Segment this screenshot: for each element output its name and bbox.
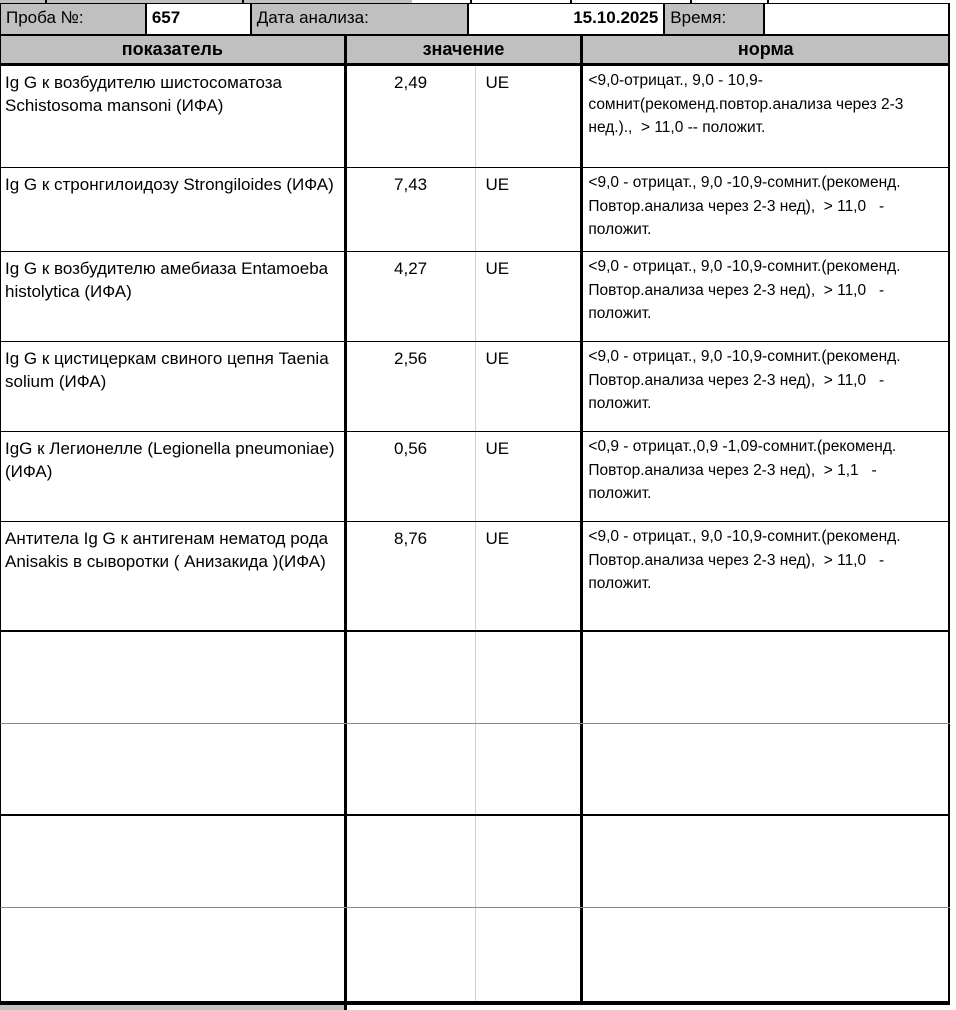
norm-cell[interactable]: <9,0 - отрицат., 9,0 -10,9-сомнит.(рекоменд. Повтор.анализа через 2-3 нед), > 11,0 - положит. bbox=[583, 168, 950, 251]
value-cell[interactable]: 2,49 bbox=[347, 66, 476, 167]
value-cell[interactable] bbox=[347, 724, 476, 814]
norm-cell[interactable] bbox=[583, 632, 950, 723]
norm-cell[interactable] bbox=[583, 908, 950, 1001]
grid-tick bbox=[470, 0, 472, 3]
grid-tick bbox=[45, 0, 47, 3]
empty-table-row[interactable] bbox=[0, 908, 950, 1001]
table-row bbox=[0, 522, 950, 632]
grid-tick bbox=[242, 0, 244, 3]
table-row bbox=[0, 168, 950, 252]
empty-table-row[interactable] bbox=[0, 632, 950, 724]
unit-cell[interactable]: UE bbox=[476, 168, 584, 251]
indicator-cell[interactable] bbox=[1, 908, 347, 1001]
value-cell[interactable]: 2,56 bbox=[347, 342, 476, 431]
table-header-row bbox=[0, 34, 950, 66]
sliver-white-segment bbox=[412, 0, 950, 3]
value-cell[interactable]: 4,27 bbox=[347, 252, 476, 341]
value-cell[interactable] bbox=[347, 816, 476, 907]
value-cell[interactable]: 0,56 bbox=[347, 432, 476, 521]
next-row-sliver bbox=[0, 1005, 956, 1010]
sample-number-value[interactable]: 657 bbox=[147, 4, 252, 34]
col-header-indicator: показатель bbox=[1, 36, 347, 63]
col-header-value: значение bbox=[347, 36, 584, 63]
norm-cell[interactable] bbox=[583, 724, 950, 814]
norm-cell[interactable]: <9,0 - отрицат., 9,0 -10,9-сомнит.(рекоменд. Повтор.анализа через 2-3 нед), > 11,0 - положит. bbox=[583, 522, 950, 630]
unit-cell[interactable]: UE bbox=[476, 522, 584, 630]
unit-cell[interactable] bbox=[476, 632, 584, 723]
norm-cell[interactable]: <9,0-отрицат., 9,0 - 10,9-сомнит(рекоменд.повтор.анализа через 2-3 нед.)., > 11,0 -- положит. bbox=[583, 66, 950, 167]
empty-table-row[interactable] bbox=[0, 816, 950, 908]
grid-tick bbox=[767, 0, 769, 3]
sample-number-label: Проба №: bbox=[1, 4, 147, 34]
grid-tick bbox=[690, 0, 692, 3]
table-row bbox=[0, 66, 950, 168]
table-row bbox=[0, 432, 950, 522]
unit-cell[interactable] bbox=[476, 908, 584, 1001]
indicator-cell[interactable] bbox=[1, 816, 347, 907]
indicator-cell[interactable]: Ig G к возбудителю амебиаза Entamoeba histolytica (ИФА) bbox=[1, 252, 347, 341]
value-cell[interactable]: 8,76 bbox=[347, 522, 476, 630]
indicator-cell[interactable] bbox=[1, 724, 347, 814]
unit-cell[interactable]: UE bbox=[476, 342, 584, 431]
indicator-cell[interactable]: IgG к Легионелле (Legionella pneumoniae) (ИФА) bbox=[1, 432, 347, 521]
norm-cell[interactable]: <9,0 - отрицат., 9,0 -10,9-сомнит.(рекоменд. Повтор.анализа через 2-3 нед), > 11,0 - положит. bbox=[583, 342, 950, 431]
grid-tick bbox=[344, 1005, 347, 1010]
analysis-date-value[interactable]: 15.10.2025 bbox=[469, 4, 666, 34]
grid-tick bbox=[570, 0, 572, 3]
indicator-cell[interactable]: Ig G к стронгилоидозу Strongiloides (ИФА) bbox=[1, 168, 347, 251]
indicator-cell[interactable]: Ig G к цистицеркам свиного цепня Taenia solium (ИФА) bbox=[1, 342, 347, 431]
norm-cell[interactable]: <9,0 - отрицат., 9,0 -10,9-сомнит.(рекоменд. Повтор.анализа через 2-3 нед), > 11,0 - положит. bbox=[583, 252, 950, 341]
unit-cell[interactable] bbox=[476, 816, 584, 907]
analysis-date-label: Дата анализа: bbox=[252, 4, 469, 34]
value-cell[interactable] bbox=[347, 632, 476, 723]
time-label: Время: bbox=[665, 4, 765, 34]
indicator-cell[interactable] bbox=[1, 632, 347, 723]
info-row bbox=[0, 4, 950, 34]
unit-cell[interactable]: UE bbox=[476, 252, 584, 341]
sliver-gray-segment bbox=[0, 1005, 344, 1010]
value-cell[interactable]: 7,43 bbox=[347, 168, 476, 251]
indicator-cell[interactable]: Ig G к возбудителю шистосоматоза Schistosoma mansoni (ИФА) bbox=[1, 66, 347, 167]
unit-cell[interactable]: UE bbox=[476, 432, 584, 521]
table-row bbox=[0, 252, 950, 342]
unit-cell[interactable]: UE bbox=[476, 66, 584, 167]
previous-row-sliver bbox=[0, 0, 950, 4]
indicator-cell[interactable]: Антитела Ig G к антигенам нематод рода Anisakis в сыворотки ( Анизакида )(ИФА) bbox=[1, 522, 347, 630]
empty-table-row[interactable] bbox=[0, 724, 950, 816]
value-cell[interactable] bbox=[347, 908, 476, 1001]
results-rows bbox=[0, 66, 950, 632]
col-header-norm: норма bbox=[583, 36, 950, 63]
time-value[interactable] bbox=[765, 4, 950, 34]
unit-cell[interactable] bbox=[476, 724, 584, 814]
table-row bbox=[0, 342, 950, 432]
norm-cell[interactable] bbox=[583, 816, 950, 907]
empty-rows bbox=[0, 632, 956, 1001]
norm-cell[interactable]: <0,9 - отрицат.,0,9 -1,09-сомнит.(рекоменд. Повтор.анализа через 2-3 нед), > 1,1 - положит. bbox=[583, 432, 950, 521]
